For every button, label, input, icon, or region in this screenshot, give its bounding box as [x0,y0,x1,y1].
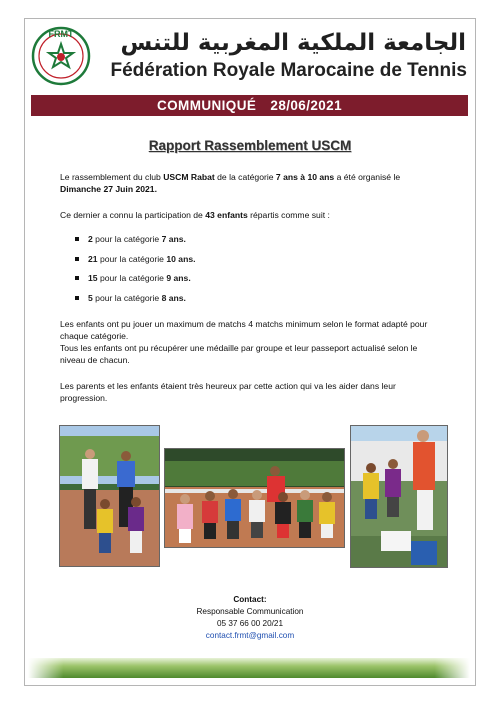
list-item: 21 pour la catégorie 10 ans. [75,254,196,274]
logo-text: FRMT [48,29,74,39]
contact-heading: Contact: [233,595,267,604]
participation-paragraph: Ce dernier a connu la participation de 43 enfants répartis comme suit : [60,210,330,220]
banner-date: 28/06/2021 [270,98,342,113]
contact-role: Responsable Communication [196,607,304,616]
bullet-icon [75,296,79,300]
event-photo-1 [59,425,160,567]
closing-paragraph: Les parents et les enfants étaient très heureux par cette action qui va les aider dans leur progression. [60,381,396,403]
event-photo-2 [164,448,345,548]
participant-count: 43 enfants [205,210,248,220]
category-list [75,234,196,312]
list-item: 2 pour la catégorie 7 ans. [75,234,196,254]
bullet-icon [75,276,79,280]
age-range: 7 ans à 10 ans [275,172,335,182]
bullet-icon [75,257,79,261]
banner-label: COMMUNIQUÉ [157,98,257,113]
communique-banner [31,95,468,116]
contact-email-link[interactable]: contact.frmt@gmail.com [205,631,295,640]
contact-phone: 05 37 66 00 20/21 [216,619,284,628]
club-name: USCM Rabat [163,172,215,182]
list-item: 15 pour la catégorie 9 ans. [75,273,196,293]
event-photo-3 [350,425,448,568]
french-title: Fédération Royale Marocaine de Tennis [110,60,467,81]
matches-paragraph: Les enfants ont pu jouer un maximum de matchs 4 matchs minimum selon le format adapté pour chaque catégorie. Tous les enfants ont pu récupérer une médaille par groupe et leur passeport actualisé selon le niveau de chacun. [60,319,428,365]
frmt-logo [31,26,91,86]
arabic-title: الجامعة الملكية المغربية للتنس [120,30,466,56]
event-date: Dimanche 27 Juin 2021. [60,184,157,194]
grass-footer-image [28,658,470,678]
list-item: 5 pour la catégorie 8 ans. [75,293,196,313]
bullet-icon [75,237,79,241]
intro-paragraph: Le rassemblement du club USCM Rabat de la catégorie 7 ans à 10 ans a été organisé le Dimanche 27 Juin 2021. [60,172,401,194]
report-title: Rapport Rassemblement USCM [148,138,352,153]
